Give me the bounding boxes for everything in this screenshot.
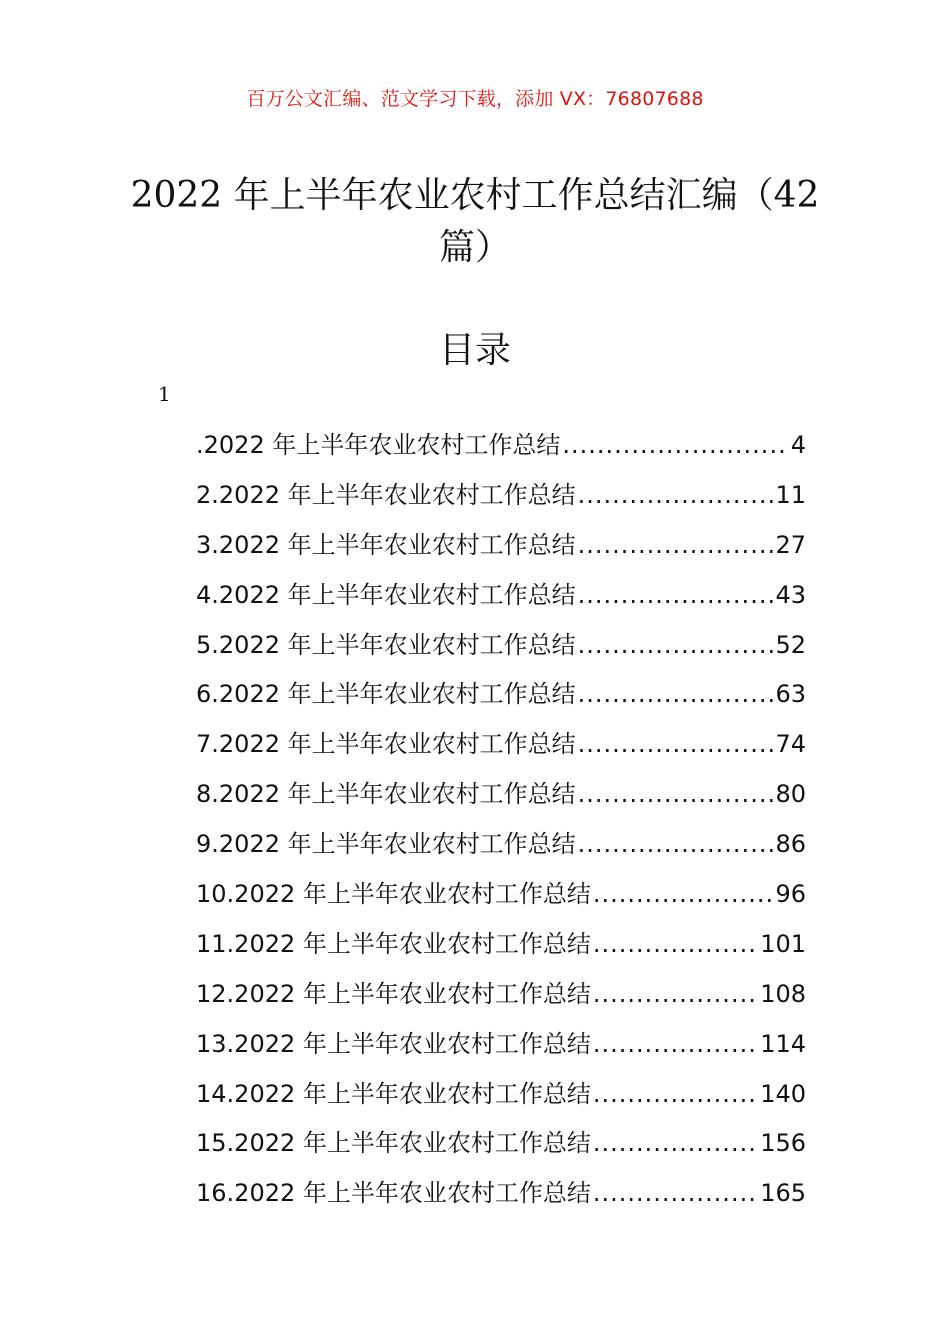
toc-entry-page: 74: [775, 730, 806, 759]
toc-entry-label: 13.2022 年上半年农业农村工作总结: [196, 1029, 591, 1058]
toc-entry-label: 10.2022 年上半年农业农村工作总结: [196, 880, 591, 909]
toc-entry-12[interactable]: [196, 974, 806, 1024]
toc-dot-leader: [593, 1030, 758, 1058]
toc-dot-leader: [593, 1080, 758, 1108]
toc-dot-leader: [593, 1129, 758, 1157]
document-title: 2022 年上半年农业农村工作总结汇编（42 篇）: [130, 175, 820, 268]
toc-entry-page: 4: [790, 431, 806, 459]
toc-entry-label: 8.2022 年上半年农业农村工作总结: [196, 780, 576, 809]
toc-dot-leader: [578, 481, 774, 509]
toc-entry-label: 4.2022 年上半年农业农村工作总结: [196, 580, 576, 609]
toc-entry-10[interactable]: [196, 874, 806, 924]
toc-entry-page: 108: [760, 979, 806, 1008]
toc-entry-label: 5.2022 年上半年农业农村工作总结: [196, 630, 576, 659]
toc-entry-label: 9.2022 年上半年农业农村工作总结: [196, 830, 576, 859]
toc-entry-page: 80: [775, 780, 806, 809]
toc-entry-2[interactable]: [196, 475, 806, 525]
toc-dot-leader: [593, 930, 758, 958]
toc-entry-3[interactable]: [196, 525, 806, 575]
toc-entry-1[interactable]: [196, 425, 806, 475]
toc-entry-page: 86: [775, 830, 806, 859]
toc-entry-14[interactable]: [196, 1074, 806, 1124]
toc-entry-16[interactable]: [196, 1173, 806, 1223]
toc-dot-leader: [578, 730, 774, 758]
toc-entry-11[interactable]: [196, 924, 806, 974]
toc-entry-page: 11: [775, 480, 806, 509]
toc-entry-page: 96: [775, 880, 806, 909]
toc-entry-page: 52: [775, 630, 806, 659]
toc-entry-4[interactable]: [196, 575, 806, 625]
toc-dot-leader: [593, 1179, 758, 1207]
toc-dot-leader: [578, 830, 774, 858]
toc-entry-15[interactable]: [196, 1123, 806, 1173]
toc-entry-label: 6.2022 年上半年农业农村工作总结: [196, 680, 576, 709]
toc-dot-leader: [578, 680, 774, 708]
toc-entry-label: 16.2022 年上半年农业农村工作总结: [196, 1179, 591, 1208]
stray-number: 1: [158, 382, 171, 406]
toc-entry-label: 3.2022 年上半年农业农村工作总结: [196, 530, 576, 559]
toc-entry-page: 27: [775, 530, 806, 559]
toc-entry-page: 63: [775, 680, 806, 709]
toc-entry-label: 14.2022 年上半年农业农村工作总结: [196, 1079, 591, 1108]
toc-entry-label: .2022 年上半年农业农村工作总结: [196, 431, 561, 459]
toc-entry-page: 114: [760, 1029, 806, 1058]
toc-entry-5[interactable]: [196, 625, 806, 675]
toc-entry-label: 15.2022 年上半年农业农村工作总结: [196, 1129, 591, 1158]
toc-dot-leader: [562, 431, 788, 459]
toc-entry-9[interactable]: [196, 824, 806, 874]
toc-entry-7[interactable]: [196, 724, 806, 774]
toc-dot-leader: [578, 780, 774, 808]
toc-entry-label: 7.2022 年上半年农业农村工作总结: [196, 730, 576, 759]
toc-dot-leader: [593, 880, 774, 908]
toc-entry-page: 43: [775, 580, 806, 609]
toc-entry-label: 11.2022 年上半年农业农村工作总结: [196, 929, 591, 958]
toc-entry-label: 2.2022 年上半年农业农村工作总结: [196, 480, 576, 509]
toc-entry-8[interactable]: [196, 774, 806, 824]
toc-heading: 目录: [438, 330, 511, 371]
header-note: 百万公文汇编、范文学习下载，添加 VX：76807688: [246, 88, 704, 110]
toc-entry-page: 156: [760, 1129, 806, 1158]
table-of-contents: [196, 425, 806, 1223]
toc-dot-leader: [578, 581, 774, 609]
toc-entry-page: 140: [760, 1079, 806, 1108]
toc-entry-13[interactable]: [196, 1024, 806, 1074]
toc-entry-page: 165: [760, 1179, 806, 1208]
toc-dot-leader: [593, 980, 758, 1008]
toc-entry-page: 101: [760, 929, 806, 958]
toc-entry-6[interactable]: [196, 674, 806, 724]
toc-entry-label: 12.2022 年上半年农业农村工作总结: [196, 979, 591, 1008]
toc-dot-leader: [578, 631, 774, 659]
toc-dot-leader: [578, 531, 774, 559]
